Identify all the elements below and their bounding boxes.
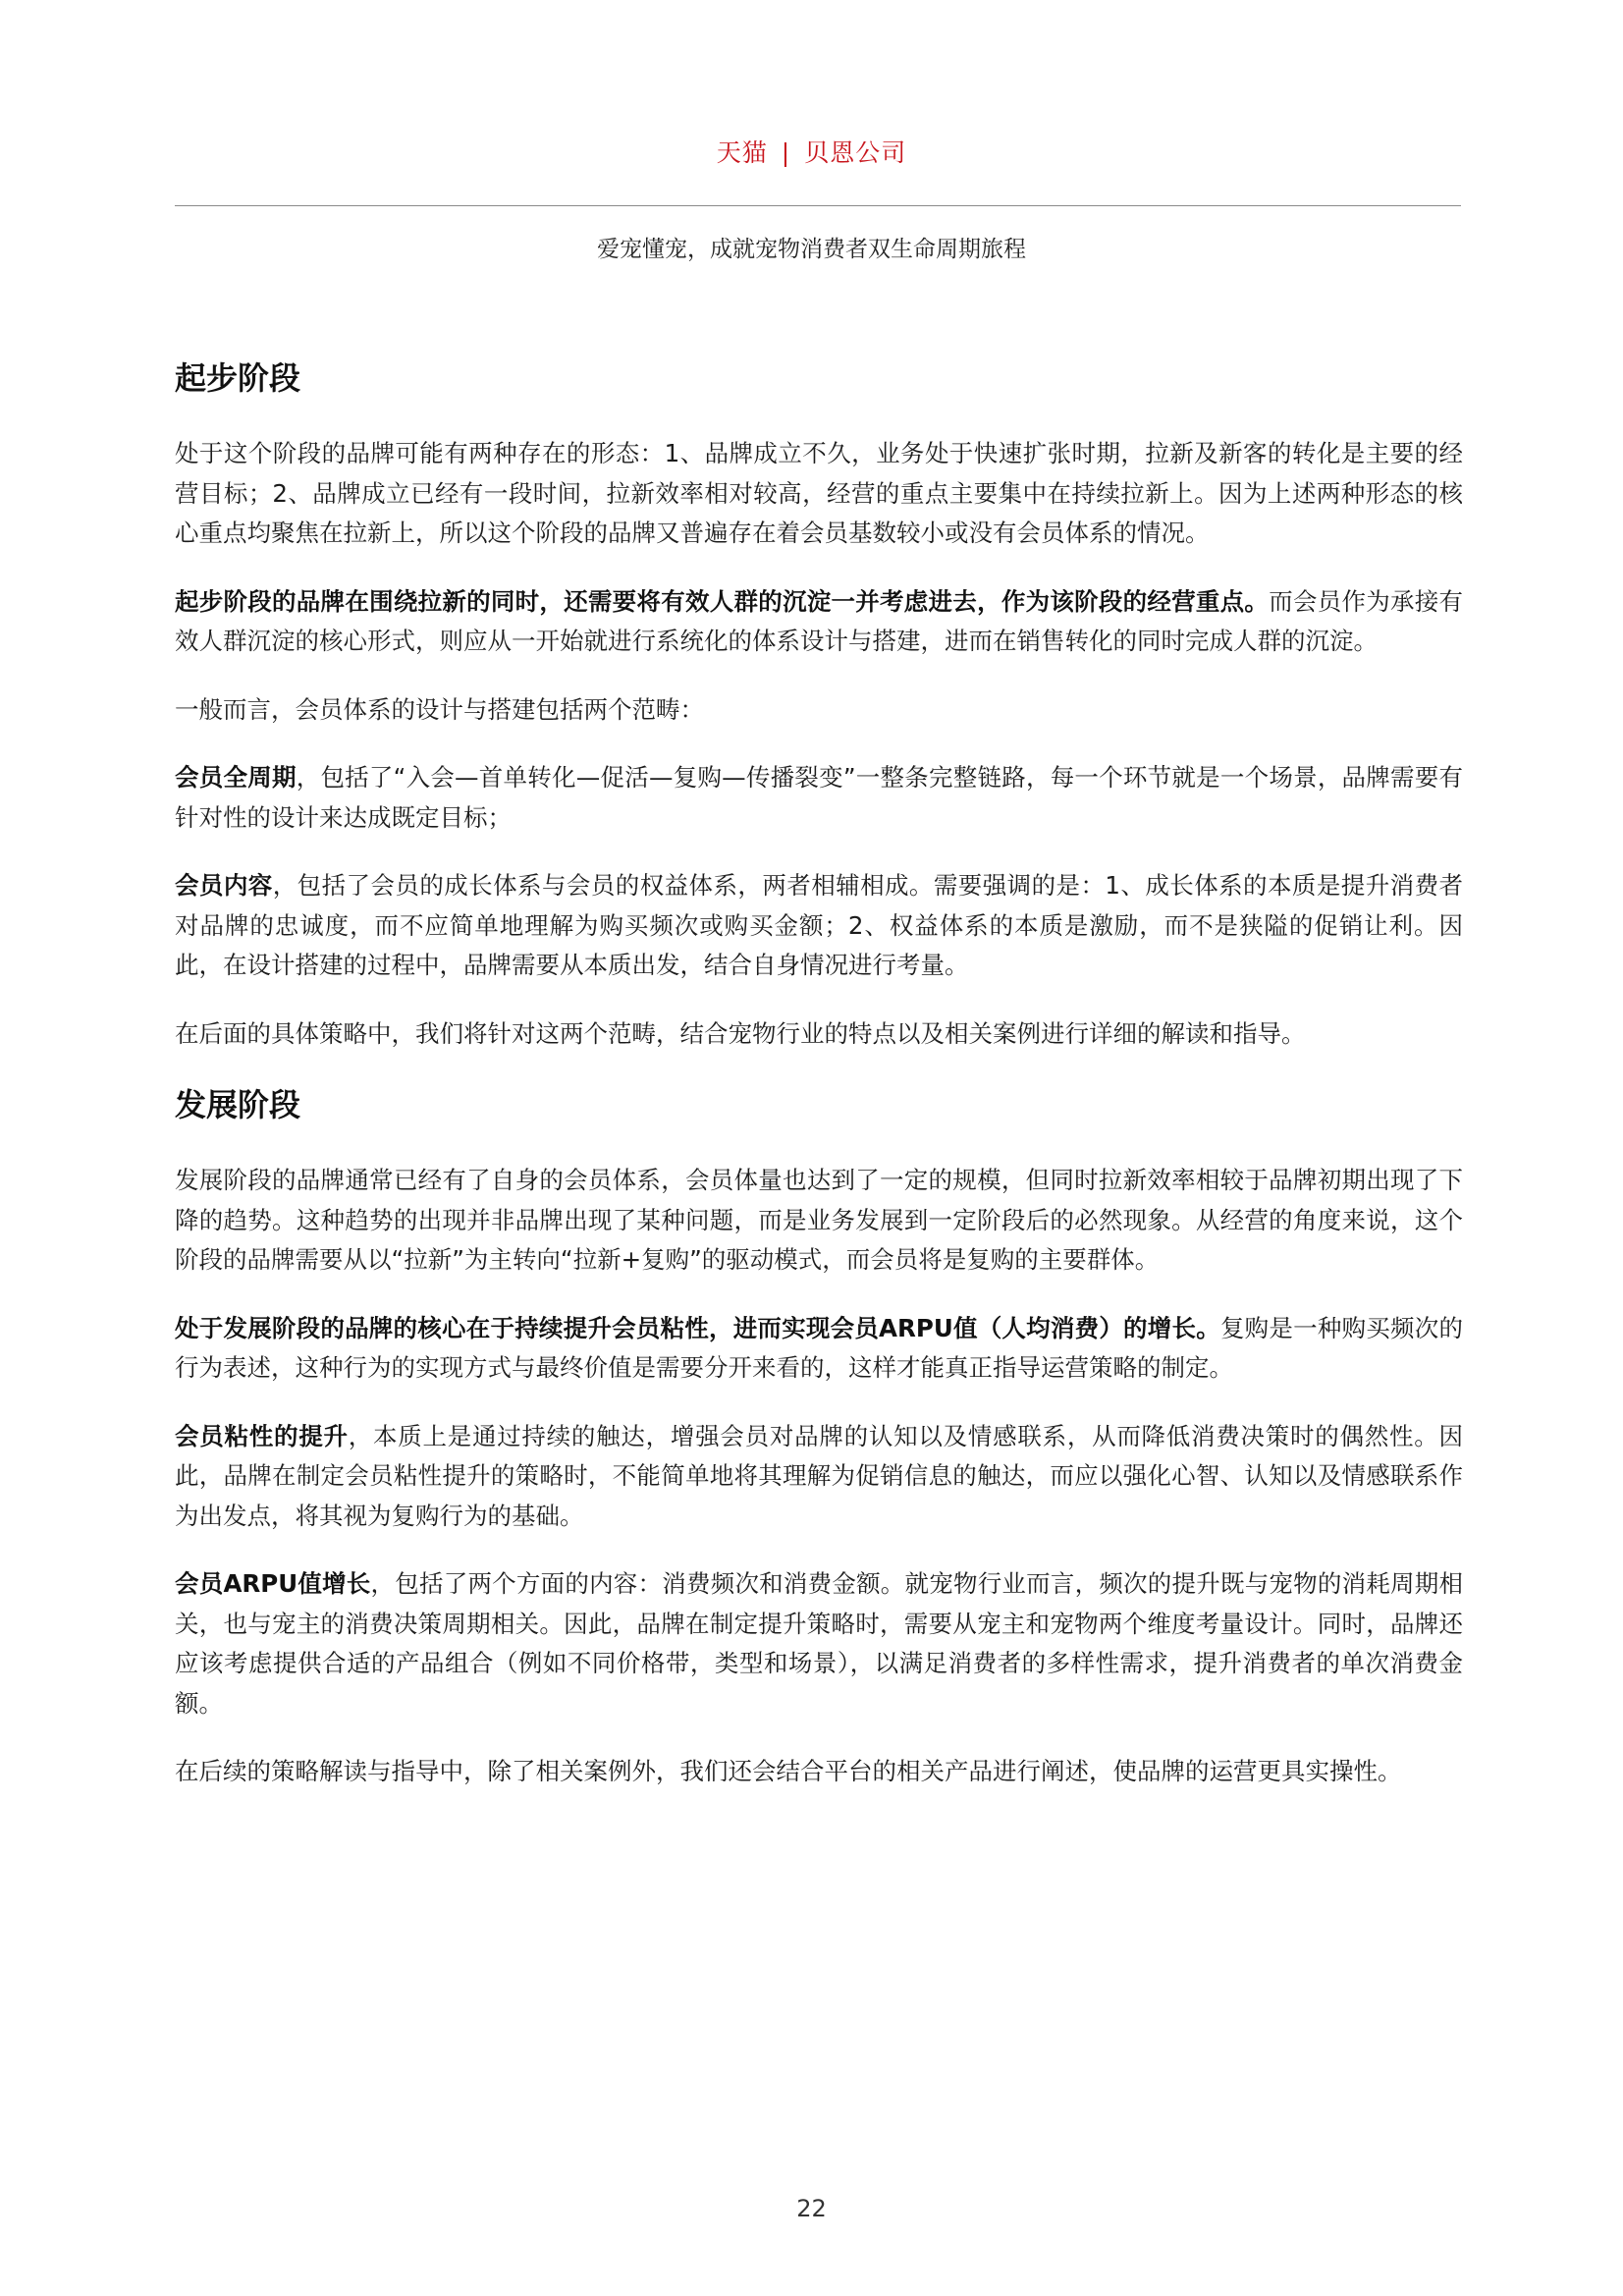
paragraph-text: ，包括了“入会—首单转化—促活—复购—传播裂变”一整条完整链路，每一个环节就是一个场景，品牌需要有针对性的设计来达成既定目标； — [175, 763, 1464, 832]
page-header — [0, 136, 1623, 171]
paragraph — [175, 1752, 1463, 1792]
paragraph — [175, 1309, 1463, 1389]
paragraph — [175, 866, 1463, 986]
header-brand-tmall: 天猫 — [716, 138, 768, 167]
paragraph-text: 在后续的策略解读与指导中，除了相关案例外，我们还会结合平台的相关产品进行阐述，使品牌的运营更具实操性。 — [175, 1757, 1402, 1785]
paragraph-text: 发展阶段的品牌通常已经有了自身的会员体系，会员体量也达到了一定的规模，但同时拉新效率相较于品牌初期出现了下降的趋势。这种趋势的出现并非品牌出现了某种问题，而是业务发展到一定阶段后的必然现象。从经营的角度来说，这个阶段的品牌需要从以“拉新”为主转向“拉新+复购”的驱动模式，而会员将是复购的主要群体。 — [175, 1166, 1463, 1274]
paragraph-text: 而会员作为承接有效人群沉淀的核心形式，则应从一开始就进行系统化的体系设计与搭建，进而在销售转化的同时完成人群的沉淀。 — [175, 586, 1464, 655]
header-divider — [175, 205, 1461, 206]
paragraph — [175, 758, 1463, 838]
paragraph — [175, 434, 1463, 554]
page-content — [175, 355, 1463, 1821]
paragraph-text: 复购是一种购买频次的行为表述，这种行为的实现方式与最终价值是需要分开来看的，这样才能真正指导运营策略的制定。 — [175, 1313, 1463, 1382]
paragraph-text: ，本质上是通过持续的触达，增强会员对品牌的认知以及情感联系，从而降低消费决策时的偶然性。因此，品牌在制定会员粘性提升的策略时，不能简单地将其理解为促销信息的触达，而应以强化心智、认知以及情感联系作为出发点，将其视为复购行为的基础。 — [175, 1421, 1463, 1530]
paragraph-bold-lead: 会员ARPU值增长 — [175, 1569, 371, 1598]
paragraph-bold-lead: 会员内容 — [175, 871, 273, 900]
paragraph — [175, 582, 1463, 662]
paragraph — [175, 1417, 1463, 1537]
paragraph-text: 一般而言，会员体系的设计与搭建包括两个范畴： — [175, 694, 704, 724]
header-brand-bain: 贝恩公司 — [804, 138, 907, 167]
page-number: 22 — [796, 2195, 827, 2222]
paragraph-text: 在后面的具体策略中，我们将针对这两个范畴，结合宠物行业的特点以及相关案例进行详细的解读和指导。 — [175, 1018, 1306, 1048]
paragraph-text: ，包括了两个方面的内容：消费频次和消费金额。就宠物行业而言，频次的提升既与宠物的消耗周期相关，也与宠主的消费决策周期相关。因此，品牌在制定提升策略时，需要从宠主和宠物两个维度考量设计。同时，品牌还应该考虑提供合适的产品组合（例如不同价格带，类型和场景），以满足消费者的多样性需求，提升消费者的单次消费金额。 — [175, 1569, 1463, 1718]
report-subtitle: 爱宠懂宠，成就宠物消费者双生命周期旅程 — [597, 237, 1026, 262]
paragraph-bold-lead: 起步阶段的品牌在围绕拉新的同时，还需要将有效人群的沉淀一并考虑进去，作为该阶段的经营重点。 — [175, 586, 1270, 616]
paragraph — [175, 1564, 1463, 1723]
paragraph-text: ，包括了会员的成长体系与会员的权益体系，两者相辅相成。需要强调的是：1、成长体系的本质是提升消费者对品牌的忠诚度，而不应简单地理解为购买频次或购买金额；2、权益体系的本质是激励，而不是狭隘的促销让利。因此，在设计搭建的过程中，品牌需要从本质出发，结合自身情况进行考量。 — [175, 871, 1463, 979]
paragraph-text: 处于这个阶段的品牌可能有两种存在的形态：1、品牌成立不久，业务处于快速扩张时期，拉新及新客的转化是主要的经营目标；2、品牌成立已经有一段时间，拉新效率相对较高，经营的重点主要集中在持续拉新上。因为上述两种形态的核心重点均聚焦在拉新上，所以这个阶段的品牌又普遍存在着会员基数较小或没有会员体系的情况。 — [175, 439, 1463, 547]
paragraph — [175, 690, 1463, 731]
paragraph-bold-lead: 处于发展阶段的品牌的核心在于持续提升会员粘性，进而实现会员ARPU值（人均消费）的增长。 — [175, 1313, 1220, 1342]
section-heading-start-stage: 起步阶段 — [175, 359, 301, 397]
paragraph — [175, 1014, 1463, 1055]
paragraph — [175, 1161, 1463, 1281]
header-separator: | — [781, 138, 791, 167]
section-heading-growth-stage: 发展阶段 — [175, 1086, 301, 1123]
paragraph-bold-lead: 会员全周期 — [175, 763, 297, 792]
paragraph-bold-lead: 会员粘性的提升 — [175, 1421, 349, 1450]
